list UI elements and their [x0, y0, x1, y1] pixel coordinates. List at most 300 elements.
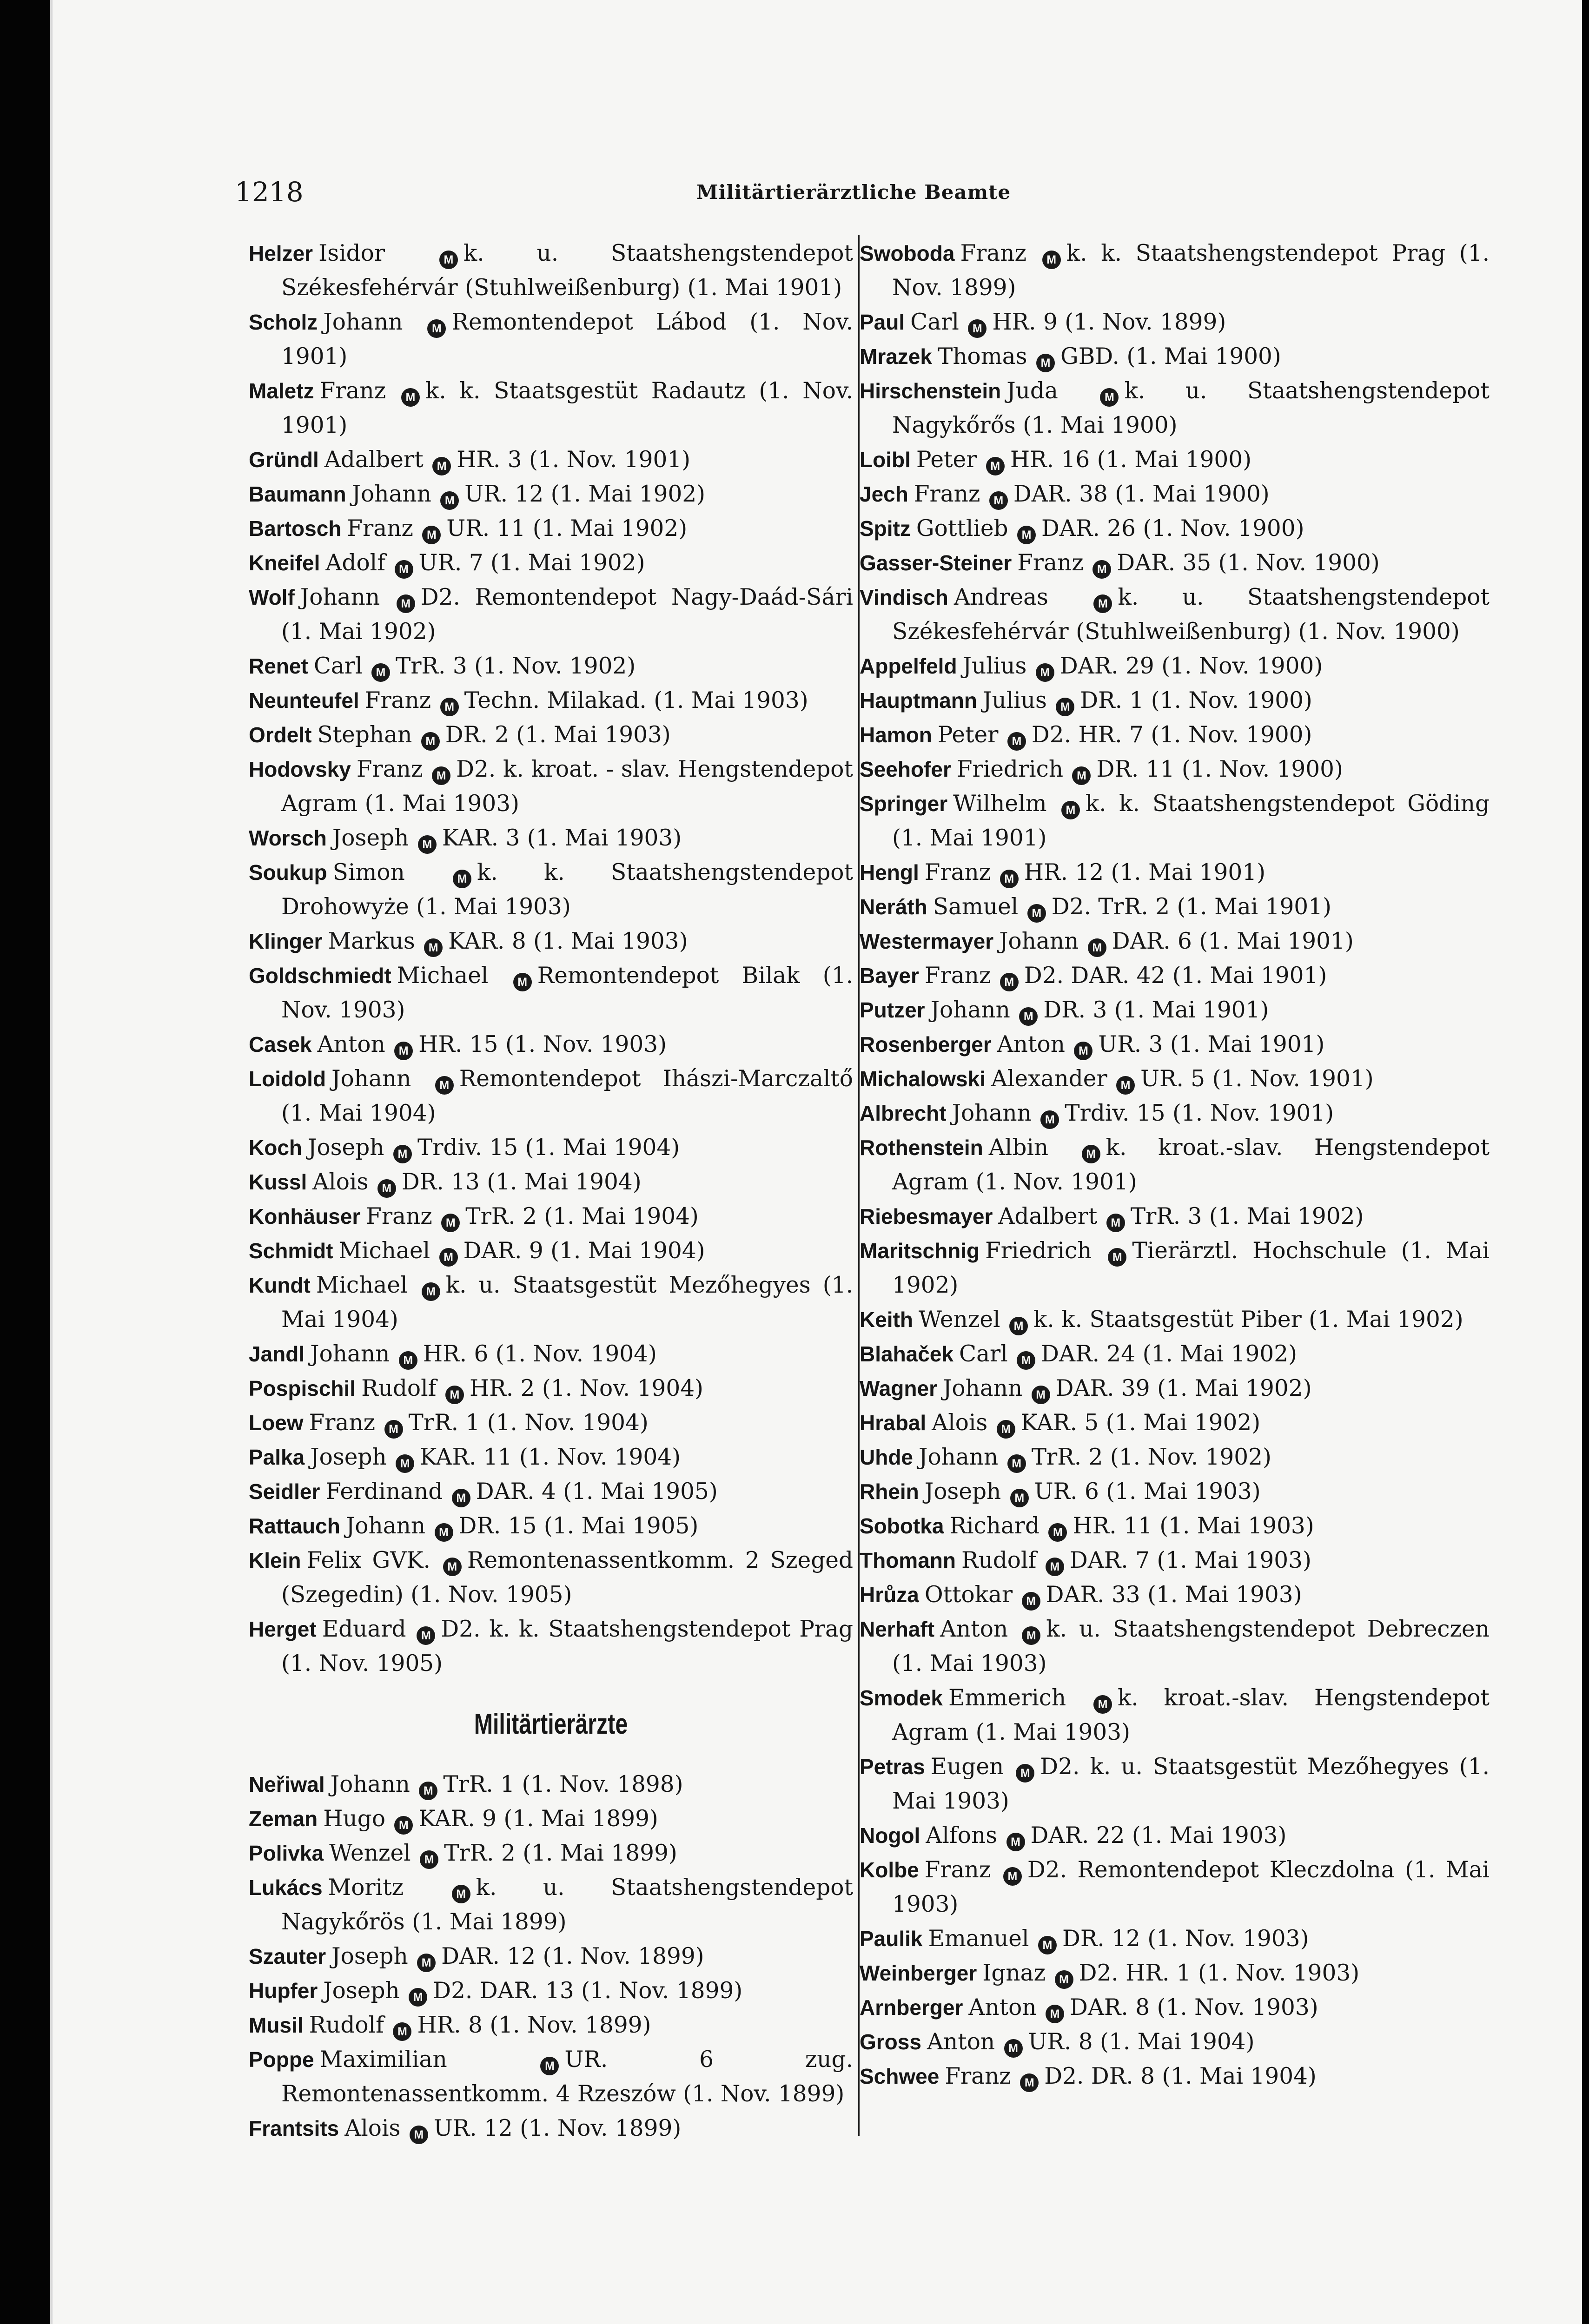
entry-surname: Gasser-Steiner [860, 551, 1012, 575]
entry-assignment: KAR. 8 (1. Mai 1903) [448, 928, 688, 954]
register-entry [860, 683, 1490, 718]
entry-surname: Goldschmiedt [249, 964, 391, 988]
entry-given-name: Franz [347, 515, 413, 541]
rank-badge-icon: M [1009, 1317, 1028, 1335]
rank-badge-icon: M [1106, 1214, 1125, 1232]
entry-assignment: k. k. Staatsgestüt Radautz (1. Nov. 1901) [281, 378, 854, 438]
rank-badge-icon: M [1017, 526, 1036, 544]
entry-surname: Vindisch [860, 585, 948, 609]
register-entry [249, 1974, 853, 2008]
entry-assignment: k. k. Staatshengstendepot Göding (1. Mai 1901) [892, 791, 1490, 851]
register-entry [860, 1234, 1490, 1302]
entry-assignment: D2. DAR. 42 (1. Mai 1901) [1024, 963, 1327, 989]
entry-given-name: Anton [927, 2029, 995, 2055]
register-entry [860, 374, 1490, 442]
entry-given-name: Franz [924, 859, 991, 885]
rank-badge-icon: M [410, 2126, 428, 2144]
entry-surname: Baumann [249, 482, 346, 506]
register-entry [249, 374, 853, 442]
rank-badge-icon: M [1092, 560, 1111, 579]
entry-assignment: Remontendepot Lábod (1. Nov. 1901) [281, 309, 853, 370]
rank-badge-icon: M [418, 835, 437, 854]
entry-assignment: k. kroat.-slav. Hengstendepot Agram (1. Nov. 1901) [892, 1135, 1490, 1195]
entry-surname: Kneifel [249, 551, 320, 575]
register-entry [860, 2059, 1490, 2093]
register-entry [860, 546, 1490, 580]
register-entry [249, 1268, 853, 1337]
entry-assignment: D2. DR. 8 (1. Mai 1904) [1044, 2063, 1317, 2089]
rank-badge-icon: M [432, 766, 450, 785]
entry-assignment: HR. 11 (1. Mai 1903) [1073, 1513, 1314, 1539]
entry-given-name: Hugo [323, 1806, 386, 1832]
entry-assignment: D2. k. k. Staatshengstendepot Prag (1. Nov. 1905) [281, 1616, 854, 1677]
rank-badge-icon: M [1022, 1626, 1040, 1645]
entry-assignment: DAR. 29 (1. Nov. 1900) [1059, 653, 1323, 679]
entry-surname: Lukács [249, 1875, 323, 1900]
entry-surname: Riebesmayer [860, 1204, 993, 1228]
rank-badge-icon: M [452, 1885, 470, 1903]
entry-surname: Westermayer [860, 929, 994, 953]
entry-assignment: D2. HR. 1 (1. Nov. 1903) [1079, 1960, 1360, 1986]
register-entry [860, 752, 1490, 786]
entry-surname: Springer [860, 792, 948, 816]
entry-surname: Spitz [860, 516, 911, 541]
entry-given-name: Johann [345, 1513, 426, 1539]
register-entry [860, 1750, 1490, 1818]
rank-badge-icon: M [1046, 2005, 1064, 2023]
entry-assignment: HR. 12 (1. Mai 1901) [1024, 859, 1265, 885]
entry-given-name: Richard [949, 1513, 1040, 1539]
entry-assignment: GBD. (1. Mai 1900) [1060, 343, 1281, 370]
register-entry [249, 2008, 853, 2042]
rank-badge-icon: M [420, 1850, 438, 1869]
entry-surname: Loew [249, 1411, 304, 1435]
entry-assignment: Tierärztl. Hochschule (1. Mai 1902) [892, 1238, 1490, 1298]
entry-given-name: Joseph [323, 1978, 400, 2004]
rank-badge-icon: M [440, 698, 459, 716]
rank-badge-icon: M [424, 938, 443, 957]
register-entry [860, 1130, 1490, 1199]
rank-badge-icon: M [397, 594, 415, 613]
rank-badge-icon: M [1006, 1833, 1025, 1851]
rank-badge-icon: M [399, 1351, 417, 1370]
entry-surname: Keith [860, 1307, 913, 1332]
register-entry [860, 649, 1490, 683]
entry-assignment: TrR. 3 (1. Nov. 1902) [395, 653, 636, 679]
rank-badge-icon: M [1048, 1523, 1067, 1542]
register-entry [249, 1767, 853, 1802]
entry-surname: Neráth [860, 895, 927, 919]
entry-assignment: DAR. 6 (1. Mai 1901) [1112, 928, 1354, 954]
entry-surname: Gründl [249, 448, 319, 472]
entry-surname: Mrazek [860, 344, 932, 369]
entry-given-name: Adalbert [998, 1203, 1098, 1229]
entry-given-name: Franz [356, 756, 423, 782]
entry-given-name: Johann [919, 1444, 999, 1470]
rank-badge-icon: M [1116, 1076, 1135, 1095]
page-header [53, 176, 1582, 208]
rank-badge-icon: M [432, 457, 451, 475]
entry-assignment: DAR. 7 (1. Mai 1903) [1069, 1547, 1311, 1573]
entry-given-name: Rudolf [361, 1375, 437, 1401]
entry-assignment: UR. 3 (1. Mai 1901) [1098, 1031, 1325, 1057]
rank-badge-icon: M [1007, 732, 1026, 751]
entry-assignment: D2. Remontendepot Nagy-Daád-Sári (1. Mai 1902) [281, 584, 853, 645]
page-number: 1218 [235, 176, 304, 208]
entry-assignment: k. u. Staatshengstendepot Nagykőrős (1. Mai 1900) [892, 378, 1490, 438]
entry-given-name: Johann [330, 1771, 410, 1797]
entry-assignment: UR. 6 zug. Remontenassentkomm. 4 Rzeszów (1. Nov. 1899) [281, 2047, 853, 2107]
rank-badge-icon: M [396, 1454, 414, 1473]
entry-given-name: Eugen [930, 1754, 1004, 1780]
rank-badge-icon: M [1010, 1489, 1029, 1507]
entry-surname: Koch [249, 1136, 302, 1160]
register-entry [249, 1371, 853, 1406]
book-page [50, 0, 1582, 2324]
entry-surname: Schmidt [249, 1239, 333, 1263]
entry-surname: Loidold [249, 1067, 326, 1091]
rank-badge-icon: M [371, 663, 390, 682]
register-entry [249, 958, 853, 1027]
entry-given-name: Friedrich [956, 756, 1064, 782]
register-entry [249, 1802, 853, 1836]
entry-assignment: D2. TrR. 2 (1. Mai 1901) [1051, 894, 1331, 920]
rank-badge-icon: M [422, 526, 441, 544]
register-entry [249, 305, 853, 374]
rank-badge-icon: M [1040, 1110, 1059, 1129]
entry-surname: Klein [249, 1548, 301, 1572]
rank-badge-icon: M [1093, 1695, 1112, 1714]
register-entry [860, 993, 1490, 1027]
register-entry [860, 1371, 1490, 1406]
rank-badge-icon: M [989, 491, 1008, 510]
register-entry [249, 1337, 853, 1371]
entry-assignment: k. u. Staatsgestüt Mezőhegyes (1. Mai 1904) [281, 1272, 853, 1333]
register-entry [860, 1440, 1490, 1474]
entry-assignment: TrR. 2 (1. Mai 1904) [465, 1203, 699, 1229]
rank-badge-icon: M [394, 1816, 413, 1835]
rank-badge-icon: M [1036, 354, 1055, 372]
rank-badge-icon: M [986, 457, 1005, 475]
entry-surname: Soukup [249, 860, 327, 885]
entry-given-name: Wenzel [919, 1307, 1000, 1333]
rank-badge-icon: M [1100, 388, 1119, 407]
register-entry [249, 1612, 853, 1681]
entry-surname: Hupfer [249, 1979, 318, 2003]
entry-given-name: Johann [930, 997, 1010, 1023]
entry-assignment: KAR. 9 (1. Mai 1899) [418, 1806, 658, 1832]
register-entry [249, 236, 853, 305]
entry-surname: Jech [860, 482, 908, 506]
rank-badge-icon: M [1074, 1042, 1092, 1060]
entry-assignment: HR. 8 (1. Nov. 1899) [417, 2012, 651, 2038]
entry-surname: Klinger [249, 929, 323, 953]
entry-assignment: DAR. 8 (1. Nov. 1903) [1070, 1994, 1318, 2020]
entry-given-name: Johann [942, 1375, 1023, 1401]
entry-surname: Weinberger [860, 1961, 977, 1985]
register-entry [860, 1406, 1490, 1440]
entry-surname: Kussl [249, 1170, 307, 1194]
entry-surname: Frantsits [249, 2116, 339, 2140]
entry-assignment: Remontendepot Ihászi-Marczaltő (1. Mai 1904) [281, 1066, 853, 1126]
register-entry [249, 1939, 853, 1974]
register-entry [860, 1096, 1490, 1130]
register-entry [860, 1956, 1490, 1990]
entry-given-name: Carl [313, 653, 363, 679]
entry-assignment: TrR. 1 (1. Nov. 1898) [443, 1771, 683, 1797]
entry-given-name: Franz [945, 2063, 1011, 2089]
rank-badge-icon: M [422, 1282, 440, 1301]
rank-badge-icon: M [417, 1626, 435, 1645]
rank-badge-icon: M [540, 2057, 559, 2075]
entry-given-name: Alois [312, 1169, 369, 1195]
rank-badge-icon: M [452, 1489, 470, 1507]
register-entry [860, 1199, 1490, 1234]
entry-given-name: Johann [351, 481, 431, 507]
rank-badge-icon: M [1093, 594, 1112, 613]
entry-assignment: DAR. 4 (1. Mai 1905) [476, 1479, 718, 1505]
rank-badge-icon: M [377, 1179, 396, 1198]
register-entry [860, 1612, 1490, 1681]
entry-given-name: Anton [940, 1616, 1008, 1642]
rank-badge-icon: M [394, 1042, 413, 1060]
entry-given-name: Franz [1017, 550, 1084, 576]
entry-given-name: Moritz [328, 1875, 404, 1901]
entry-given-name: Stephan [317, 722, 412, 748]
register-entry [249, 477, 853, 511]
entry-given-name: Carl [959, 1341, 1008, 1367]
entry-surname: Michalowski [860, 1067, 986, 1091]
entry-assignment: DR. 12 (1. Nov. 1903) [1062, 1926, 1309, 1952]
entry-assignment: k. k. Staatshengstendepot Drohowyże (1. Mai 1903) [281, 859, 853, 920]
entry-given-name: Alfons [926, 1822, 998, 1849]
entry-surname: Maritschnig [860, 1239, 980, 1263]
rank-badge-icon: M [409, 1988, 427, 2007]
entry-given-name: Juda [1006, 378, 1058, 404]
entry-surname: Worsch [249, 826, 327, 850]
register-entry [860, 958, 1490, 993]
entry-given-name: Markus [328, 928, 415, 954]
register-entry [860, 1509, 1490, 1543]
entry-given-name: Franz [924, 963, 991, 989]
entry-assignment: D2. Remontendepot Kleczdolna (1. Mai 1903) [892, 1857, 1490, 1917]
entry-surname: Paul [860, 310, 905, 334]
entry-assignment: k. u. Staatshengstendepot Székesfehérvár (Stuhlweißenburg) (1. Nov. 1900) [892, 584, 1490, 645]
rank-badge-icon: M [1036, 663, 1054, 682]
entry-surname: Nerhaft [860, 1617, 935, 1641]
entry-assignment: UR. 6 (1. Mai 1903) [1034, 1479, 1261, 1505]
register-entry [860, 1818, 1490, 1853]
entry-surname: Nogol [860, 1823, 920, 1848]
register-entry [249, 1509, 853, 1543]
entry-given-name: Rudolf [309, 2012, 384, 2038]
rank-badge-icon: M [1000, 870, 1019, 888]
entry-assignment: TrR. 1 (1. Nov. 1904) [408, 1410, 649, 1436]
entry-surname: Rosenberger [860, 1032, 992, 1056]
rank-badge-icon: M [395, 560, 413, 579]
entry-given-name: Thomas [937, 343, 1027, 370]
rank-badge-icon: M [440, 491, 459, 510]
entry-given-name: Michael [316, 1272, 408, 1298]
entry-given-name: Joseph [310, 1444, 387, 1470]
register-entry [249, 1406, 853, 1440]
rank-badge-icon: M [439, 251, 458, 269]
entry-assignment: DR. 3 (1. Mai 1901) [1043, 997, 1269, 1023]
rank-badge-icon: M [1019, 1007, 1038, 1026]
register-entry [249, 924, 853, 958]
entry-assignment: UR. 5 (1. Nov. 1901) [1140, 1066, 1374, 1092]
entry-given-name: Anton [997, 1031, 1065, 1057]
entry-given-name: Emanuel [928, 1926, 1029, 1952]
entry-surname: Polivka [249, 1841, 324, 1865]
register-entry [249, 442, 853, 477]
entry-assignment: k. k. Staatsgestüt Piber (1. Mai 1902) [1033, 1307, 1463, 1333]
rank-badge-icon: M [443, 1558, 462, 1576]
entry-surname: Ordelt [249, 723, 312, 747]
section-entry-list [249, 1767, 853, 2146]
entry-given-name: Franz [924, 1857, 991, 1883]
left-entry-list [249, 236, 853, 1681]
register-entry [860, 924, 1490, 958]
entry-given-name: Franz [364, 687, 431, 713]
entry-surname: Rhein [860, 1479, 919, 1504]
rank-badge-icon: M [427, 319, 446, 338]
rank-badge-icon: M [1020, 2073, 1039, 2092]
register-entry [860, 305, 1490, 339]
entry-surname: Kundt [249, 1273, 311, 1297]
rank-badge-icon: M [1046, 1558, 1064, 1576]
entry-surname: Arnberger [860, 1995, 963, 2020]
entry-assignment: KAR. 3 (1. Mai 1903) [442, 825, 682, 851]
register-entry [860, 339, 1490, 374]
entry-surname: Bartosch [249, 516, 342, 541]
rank-badge-icon: M [393, 2022, 411, 2041]
entry-surname: Casek [249, 1032, 312, 1056]
entry-assignment: k. u. Staatshengstendepot Székesfehérvár (Stuhlweißenburg) (1. Mai 1901) [281, 240, 853, 301]
register-entry [249, 2042, 853, 2111]
entry-surname: Bayer [860, 964, 919, 988]
entry-surname: Zeman [249, 1807, 318, 1831]
entry-surname: Schwee [860, 2064, 940, 2088]
entry-assignment: KAR. 11 (1. Nov. 1904) [420, 1444, 681, 1470]
register-entry [860, 236, 1490, 305]
entry-surname: Petras [860, 1755, 925, 1779]
entry-surname: Sobotka [860, 1514, 944, 1538]
entry-surname: Wagner [860, 1376, 937, 1400]
entry-surname: Musil [249, 2013, 304, 2037]
rank-badge-icon: M [1088, 938, 1106, 957]
rank-badge-icon: M [1056, 698, 1074, 716]
entry-assignment: DAR. 12 (1. Nov. 1899) [441, 1943, 704, 1969]
entry-surname: Szauter [249, 1944, 326, 1968]
register-entry [249, 546, 853, 580]
rank-badge-icon: M [1000, 973, 1019, 991]
register-entry [860, 580, 1490, 649]
entry-surname: Scholz [249, 310, 318, 334]
entry-surname: Jandl [249, 1342, 305, 1366]
entry-given-name: Emmerich [948, 1685, 1066, 1711]
entry-given-name: Franz [914, 481, 980, 507]
entry-assignment: UR. 11 (1. Mai 1902) [446, 515, 688, 541]
entry-assignment: D2. DAR. 13 (1. Nov. 1899) [433, 1978, 743, 2004]
entry-surname: Seidler [249, 1479, 320, 1504]
rank-badge-icon: M [1022, 1592, 1040, 1611]
entry-assignment: Trdiv. 15 (1. Nov. 1901) [1065, 1100, 1334, 1126]
entry-assignment: UR. 7 (1. Mai 1902) [418, 550, 645, 576]
register-entry [249, 718, 853, 752]
rank-badge-icon: M [1027, 904, 1046, 923]
right-entry-list [860, 236, 1490, 2093]
rank-badge-icon: M [419, 1782, 437, 1800]
rank-badge-icon: M [1038, 1936, 1057, 1954]
running-title: Militärtierärztliche Beamte [696, 181, 1011, 204]
entry-assignment: DAR. 9 (1. Mai 1904) [463, 1238, 705, 1264]
register-entry [860, 1921, 1490, 1956]
rank-badge-icon: M [421, 732, 440, 751]
entry-surname: Swoboda [860, 241, 955, 265]
entry-surname: Putzer [860, 998, 925, 1022]
register-entry [249, 683, 853, 718]
entry-assignment: Techn. Milakad. (1. Mai 1903) [464, 687, 808, 713]
entry-given-name: Peter [937, 722, 999, 748]
rank-badge-icon: M [439, 1248, 458, 1267]
entry-assignment: DR. 13 (1. Mai 1904) [401, 1169, 642, 1195]
rank-badge-icon: M [1017, 1351, 1035, 1370]
entry-given-name: Adolf [325, 550, 386, 576]
rank-badge-icon: M [417, 1954, 436, 1972]
entry-given-name: Joseph [331, 1943, 408, 1969]
entry-surname: Neřiwal [249, 1772, 325, 1796]
entry-given-name: Joseph [308, 1135, 384, 1161]
register-entry [860, 1578, 1490, 1612]
entry-surname: Appelfeld [860, 654, 957, 678]
register-entry [860, 1543, 1490, 1578]
entry-given-name: Johann [331, 1066, 411, 1092]
entry-assignment: HR. 9 (1. Nov. 1899) [992, 309, 1226, 335]
entry-assignment: Remontendepot Bilak (1. Nov. 1903) [281, 963, 854, 1023]
entry-surname: Hengl [860, 860, 919, 885]
entry-given-name: Ferdinand [325, 1479, 443, 1505]
entry-given-name: Michael [338, 1238, 430, 1264]
register-entry [860, 1302, 1490, 1337]
rank-badge-icon: M [1007, 1454, 1026, 1473]
entry-surname: Kolbe [860, 1858, 919, 1882]
register-entry [249, 821, 853, 855]
entry-surname: Hrabal [860, 1411, 927, 1435]
entry-surname: Rattauch [249, 1514, 340, 1538]
entry-surname: Thomann [860, 1548, 956, 1572]
entry-assignment: HR. 6 (1. Nov. 1904) [423, 1341, 657, 1367]
register-entry [860, 1062, 1490, 1096]
register-entry [860, 1681, 1490, 1750]
register-entry [860, 718, 1490, 752]
register-entry [860, 1027, 1490, 1062]
rank-badge-icon: M [1108, 1248, 1126, 1267]
entry-given-name: Michael [397, 963, 489, 989]
entry-given-name: Julius [983, 687, 1047, 713]
entry-given-name: Eduard [322, 1616, 406, 1642]
rank-badge-icon: M [1004, 2039, 1023, 2058]
entry-surname: Pospischil [249, 1376, 356, 1400]
entry-given-name: Johann [310, 1341, 390, 1367]
entry-given-name: Franz [366, 1203, 432, 1229]
entry-assignment: HR. 15 (1. Nov. 1903) [418, 1031, 667, 1057]
register-entry [860, 511, 1490, 546]
register-entry [860, 890, 1490, 924]
rank-badge-icon: M [393, 1145, 412, 1163]
rank-badge-icon: M [1032, 1386, 1050, 1404]
entry-surname: Loibl [860, 448, 911, 472]
